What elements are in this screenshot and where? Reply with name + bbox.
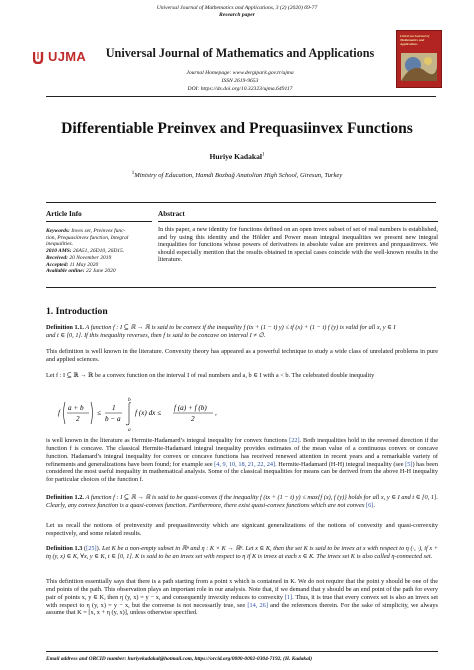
online-label: Available online: bbox=[46, 268, 85, 275]
abstract-rule bbox=[158, 221, 438, 222]
journal-cover-image bbox=[396, 30, 442, 88]
journal-meta bbox=[90, 70, 390, 93]
author-affiliation bbox=[0, 171, 474, 179]
para3-d: ) has been considered the most useful inequality in mathematical analysis. Some of the classical inequalities for means can be derived from the above H-H inequality for particular choices of the function f. bbox=[46, 460, 438, 484]
definition-1-2 bbox=[46, 494, 438, 510]
section-introduction-heading: 1. Introduction bbox=[46, 306, 108, 317]
affiliation-sup: 1 bbox=[131, 171, 135, 176]
cite-5[interactable]: [5] bbox=[405, 460, 413, 468]
logo-mark-icon bbox=[33, 50, 49, 64]
paper-title: Differentiable Preinvex and Prequasiinvex Functions bbox=[61, 120, 413, 137]
eq-int-upper: b bbox=[128, 397, 131, 403]
def12-label: Definition 1.2. bbox=[46, 494, 85, 501]
def11-label: Definition 1.1. bbox=[46, 324, 84, 331]
article-info-block bbox=[46, 228, 152, 275]
paper-author bbox=[0, 152, 474, 161]
keywords-line3: inequalities. bbox=[46, 241, 74, 248]
para5-c: and the references therein. For the sake of simplicity, we always assume that K = [x, x + η (y, x)], unless otherwise specified. bbox=[46, 601, 439, 617]
abstract-bottom-divider bbox=[46, 287, 436, 288]
cite-22[interactable]: [22] bbox=[289, 437, 300, 444]
intro-paragraph-2: Let f : I ⊆ ℝ → ℝ be a convex function on the interval I of real numbers and a, b ∈ I with a < b. The celebrated double inequality bbox=[46, 372, 375, 379]
cite-14-26[interactable]: [14, 26] bbox=[247, 601, 268, 609]
logo-text: UJMA bbox=[48, 49, 87, 64]
affiliation-text: Ministry of Education, Hamdi Bozbağ Anatolian High School, Giresun, Turkey bbox=[134, 172, 343, 180]
intro-paragraph-5 bbox=[46, 578, 438, 617]
article-info-rule bbox=[46, 221, 152, 222]
accepted-value: 11 May 2020 bbox=[68, 261, 99, 268]
online-line bbox=[46, 268, 152, 275]
eq-end: , bbox=[215, 409, 217, 417]
keywords-text-1: Invex set, Preinvex func- bbox=[69, 228, 126, 234]
journal-citation-header bbox=[0, 5, 474, 18]
received-line bbox=[46, 255, 152, 262]
def12-end: . bbox=[373, 501, 375, 509]
keywords-line2: tion, Prequasiinvex function, Integral bbox=[46, 234, 129, 241]
cover-artwork-icon bbox=[401, 53, 437, 81]
journal-title: Universal Journal of Mathematics and Applications bbox=[105, 46, 375, 60]
eq-right-den: 2 bbox=[191, 415, 195, 423]
ujma-logo bbox=[33, 46, 87, 72]
footer-divider bbox=[46, 651, 438, 652]
header-divider bbox=[46, 96, 436, 97]
para3-a: is well known in the literature as Hermite-Hadamard’s integral inequality for convex functions bbox=[46, 437, 290, 444]
keywords-line1 bbox=[46, 228, 152, 235]
cite-6[interactable]: [6] bbox=[366, 501, 374, 509]
cover-title: Universal Journal of Mathematics and Applications bbox=[400, 34, 430, 46]
definition-1-3: Definition 1.3 ([25]). Let K be a non-empty subset in ℝⁿ and η : K × K → ℝⁿ. Let x ∈ K, then the set K is said to be invex at x with respect to η (·, ·), if x + tη (y, x) ∈ K, ∀x, y ∈ K, t ∈ [0, 1]. K is said to be an invex set with respect to η if K is invex at each x ∈ K. The invex set K is also called η-connected set. bbox=[46, 545, 439, 560]
info-top-divider bbox=[46, 202, 436, 203]
eq-f-left: f bbox=[58, 409, 60, 417]
author-sup: 1 bbox=[262, 152, 265, 158]
eq-int-lower: a bbox=[128, 427, 131, 433]
intro-paragraph-3 bbox=[46, 437, 438, 484]
definition-1-1 bbox=[46, 324, 438, 340]
received-label: Received: bbox=[46, 254, 68, 261]
cite-25[interactable]: [25] bbox=[86, 545, 97, 552]
para3-b: . Both inequalities hold in the reversed direction if the function f is concave. The classical Hermite-Hadamard integral inequality provides estimates of the mean value of a continuous convex or concave function. Hadamard’s integral inequality for convex or concave functions has received renewed attention in recent years and a remarkable variety of refinements and generalizations have been found; for example see bbox=[46, 437, 438, 468]
keywords-label: Keywords: bbox=[46, 228, 70, 234]
journal-citation: Universal Journal of Mathematics and Applications, 3 (2) (2020) 69-77 bbox=[156, 5, 318, 11]
ams-label: 2010 AMS: bbox=[46, 248, 72, 255]
article-info-heading: Article Info bbox=[46, 210, 82, 218]
eq-le1: ≤ bbox=[97, 409, 101, 417]
ams-value: 26A51, 26D10, 26D15. bbox=[71, 248, 125, 255]
cite-multi-1[interactable]: [4, 9, 10, 18, 21, 22, 24] bbox=[214, 460, 276, 468]
author-name: Huriye Kadakal bbox=[209, 152, 263, 161]
abstract-text: In this paper, a new identity for functions defined on an open invex subset of set of real numbers is established, and by using this identity and the Hölder and Power mean integral inequalities we present new integral inequalities for functions whose powers of derivatives in absolute value are preinvex and prequasiinvex. We should especially mention that the results obtained in special cases coincide with the well-known results in the literature. bbox=[158, 226, 438, 264]
received-value: 20 November 2019 bbox=[67, 254, 112, 261]
eq-right-num: f (a) + f (b) bbox=[174, 404, 207, 412]
intro-paragraph-4: Let us recall the notions of preinvexity and prequasiinvexity which are signicant generalizations of the notions of convexity and quasi-convexity respectively, and some related results. bbox=[46, 522, 438, 537]
journal-issn: ISSN 2619-9653 bbox=[221, 77, 259, 84]
def11-text2: and t ∈ [0, 1]. If this inequality reverses, then f is said to be concave on interval I ≠ ∅. bbox=[46, 331, 266, 339]
online-value: 22 June 2020 bbox=[84, 268, 116, 275]
cite-1[interactable]: [1] bbox=[284, 593, 293, 601]
journal-homepage[interactable]: Journal Homepage: www.dergipark.gov.tr/ujma bbox=[186, 70, 294, 76]
intro-paragraph-1: This definition is well known in the literature. Convexity theory has appeared as a powerful technique to study a wide class of unrelated problems in pure and applied sciences. bbox=[46, 348, 438, 363]
def12-text: A function f : I ⊆ ℝ → ℝ is said to be quasi-convex if the inequality f (tx + (1 − t) y) ≤ max{f (x), f (y)} holds for all x, y ∈ I and t ∈ [0, 1]. Clearly, any convex function is a quasi-convex function. Furthermore, there exist quasi-convex functions which are not convex bbox=[46, 494, 438, 509]
hermite-hadamard-equation bbox=[56, 394, 436, 434]
ams-line bbox=[46, 248, 152, 255]
eq-frac-num: 1 bbox=[112, 404, 116, 412]
def11-text1: A function f : I ⊆ ℝ → ℝ is said to be convex if the inequality f (tx + (1 − t) y) ≤ tf (x) + (1 − t) f (y) is valid for all x, y ∈ I bbox=[83, 324, 396, 331]
eq-frac-den: b − a bbox=[105, 415, 121, 423]
def13-label: Definition 1.3 bbox=[46, 545, 83, 552]
accepted-line bbox=[46, 262, 152, 269]
abstract-heading: Abstract bbox=[158, 210, 185, 218]
paper-type: Research paper bbox=[219, 11, 255, 18]
eq-ab-den: 2 bbox=[76, 415, 80, 423]
footer-contact: Email address and ORCID number: huriyekadakal@hotmail.com, https://orcid.org/0000-0002-0304-7192, (H. Kadakal) bbox=[46, 656, 313, 662]
eq-integrand: f (x) dx ≤ bbox=[135, 409, 162, 417]
eq-ab-num: a + b bbox=[68, 404, 84, 412]
journal-doi[interactable]: DOI: https://dx.doi.org/10.32323/ujma.649117 bbox=[187, 85, 293, 92]
para5-b: . Thus, it is true that every convex set is also an invex set with respect to η (y, x) = y − x, but the converse is not necessarily true, see bbox=[46, 593, 438, 609]
accepted-label: Accepted: bbox=[46, 261, 69, 268]
para3-c: . Hermite-Hadamard (H-H) integral inequality (see bbox=[275, 460, 406, 468]
para5-a: This definition essentially says that there is a path starting from a point x which is contained in K. We do not require that the point y should be one of the end points of the path. This observation plays an important role in our analysis. Note that, if we demand that y should be an end point of the path for every pair of points x, y ∈ K, then η (y, x) = y − x, and consequently invexity reduces to convexity bbox=[46, 578, 438, 601]
def13-text: Let K be a non-empty subset in ℝⁿ and η : K × K → ℝⁿ. Let x ∈ K, then the set K is said to be invex at x with respect to η (·, ·), if x + tη (y, x) ∈ K, ∀x, y ∈ K, t ∈ [0, 1]. K is said to be an invex set with respect to η if K is invex at each x ∈ K. The invex set K is also called η-connected set. bbox=[46, 545, 439, 560]
